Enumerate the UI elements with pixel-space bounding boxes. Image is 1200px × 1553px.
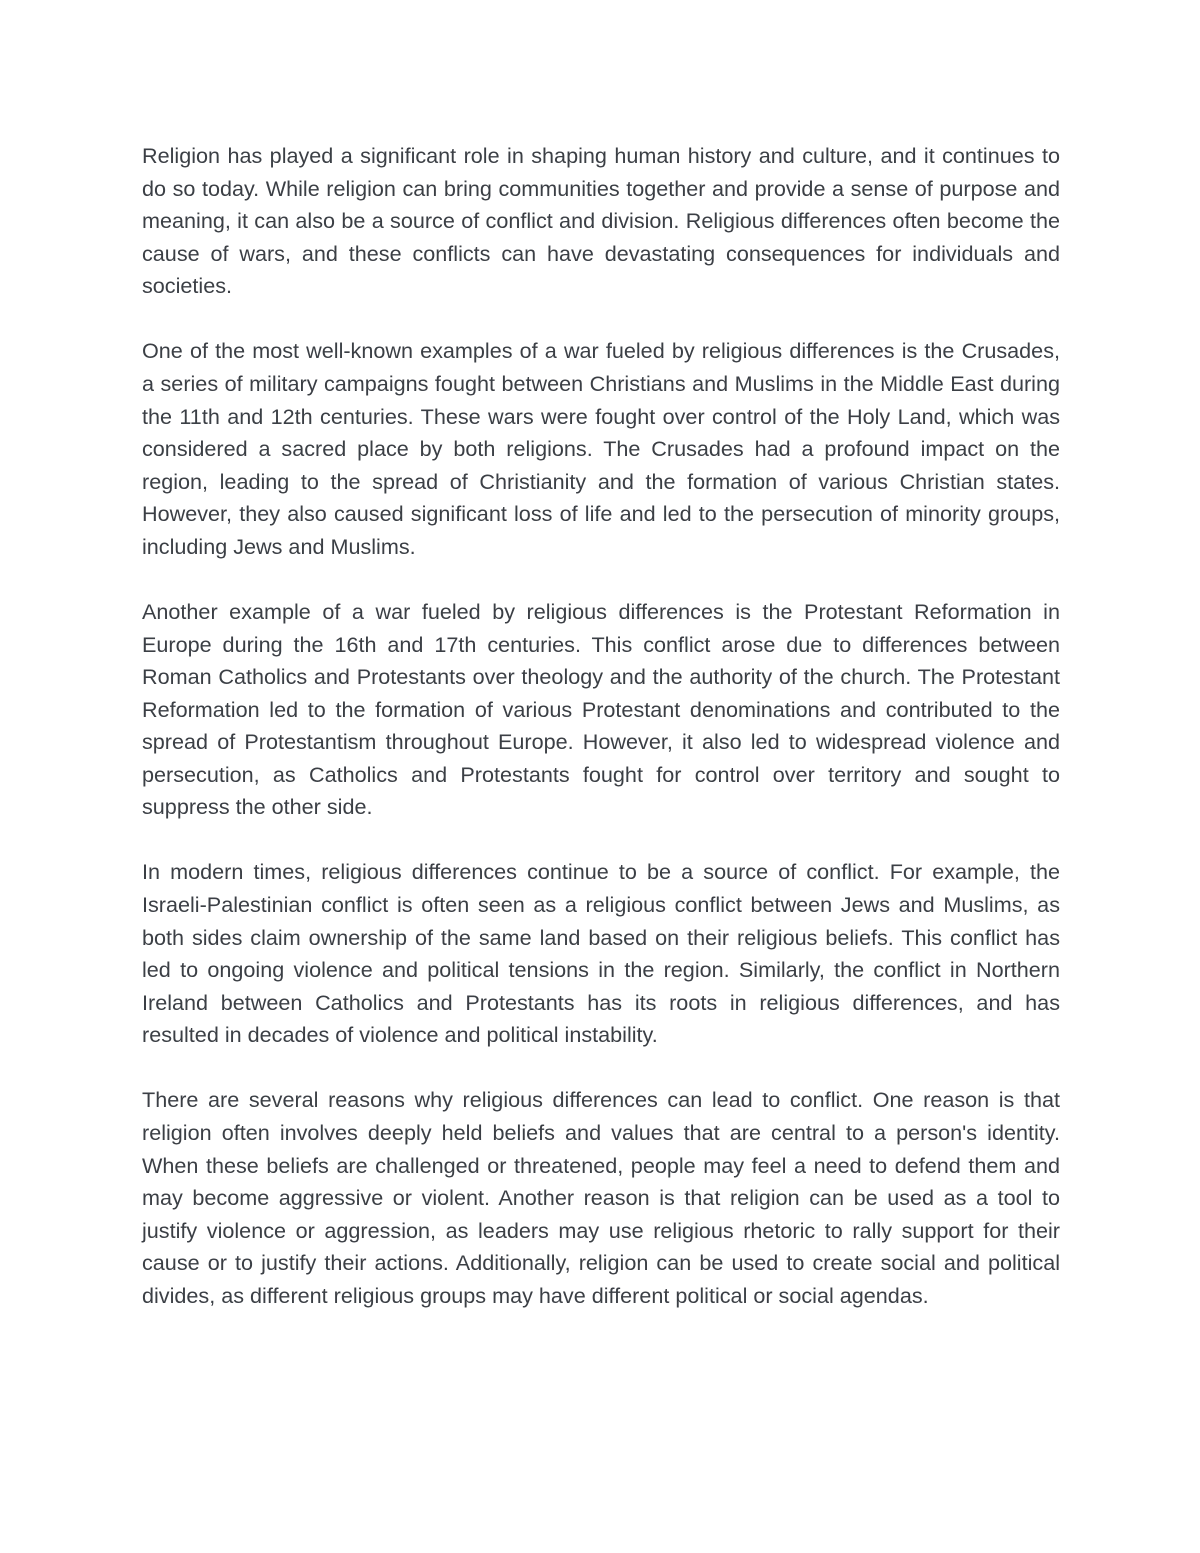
paragraph-reasons: There are several reasons why religious differences can lead to conflict. One reason is that religion often involves deeply held beliefs and values that are central to a person's identity. When these beliefs are challenged or threatened, people may feel a need to defend them and may become aggressive or violent. Another reason is that religion can be used as a tool to justify violence or aggression, as leaders may use religious rhetoric to rally support for their cause or to justify their actions. Additionally, religion can be used to create social and political divides, as different religious groups may have different political or social agendas.: [142, 1087, 1060, 1308]
document-page: [142, 140, 1060, 1313]
paragraph-reformation: Another example of a war fueled by religious differences is the Protestant Reformation in Europe during the 16th and 17th centuries. This conflict arose due to differences between Roman Catholics and Protestants over theology and the authority of the church. The Protestant Reformation led to the formation of various Protestant denominations and contributed to the spread of Protestantism throughout Europe. However, it also led to widespread violence and persecution, as Catholics and Protestants fought for control over territory and sought to suppress the other side.: [142, 598, 1060, 820]
paragraph-intro: Religion has played a significant role in shaping human history and culture, and it continues to do so today. While religion can bring communities together and provide a sense of purpose and meaning, it can also be a source of conflict and division. Religious differences often become the cause of wars, and these conflicts can have devastating consequences for individuals and societies.: [142, 143, 1060, 299]
paragraph-modern-times: In modern times, religious differences continue to be a source of conflict. For example, the Israeli-Palestinian conflict is often seen as a religious conflict between Jews and Muslims, as both sides claim ownership of the same land based on their religious beliefs. This conflict has led to ongoing violence and political tensions in the region. Similarly, the conflict in Northern Ireland between Catholics and Protestants has its roots in religious differences, and has resulted in decades of violence and political instability.: [142, 859, 1060, 1048]
paragraph-crusades: One of the most well-known examples of a war fueled by religious differences is the Crusades, a series of military campaigns fought between Christians and Muslims in the Middle East during the 11th and 12th centuries. These wars were fought over control of the Holy Land, which was considered a sacred place by both religions. The Crusades had a profound impact on the region, leading to the spread of Christianity and the formation of various Christian states. However, they also caused significant loss of life and led to the persecution of minority groups, including Jews and Muslims.: [142, 338, 1060, 559]
